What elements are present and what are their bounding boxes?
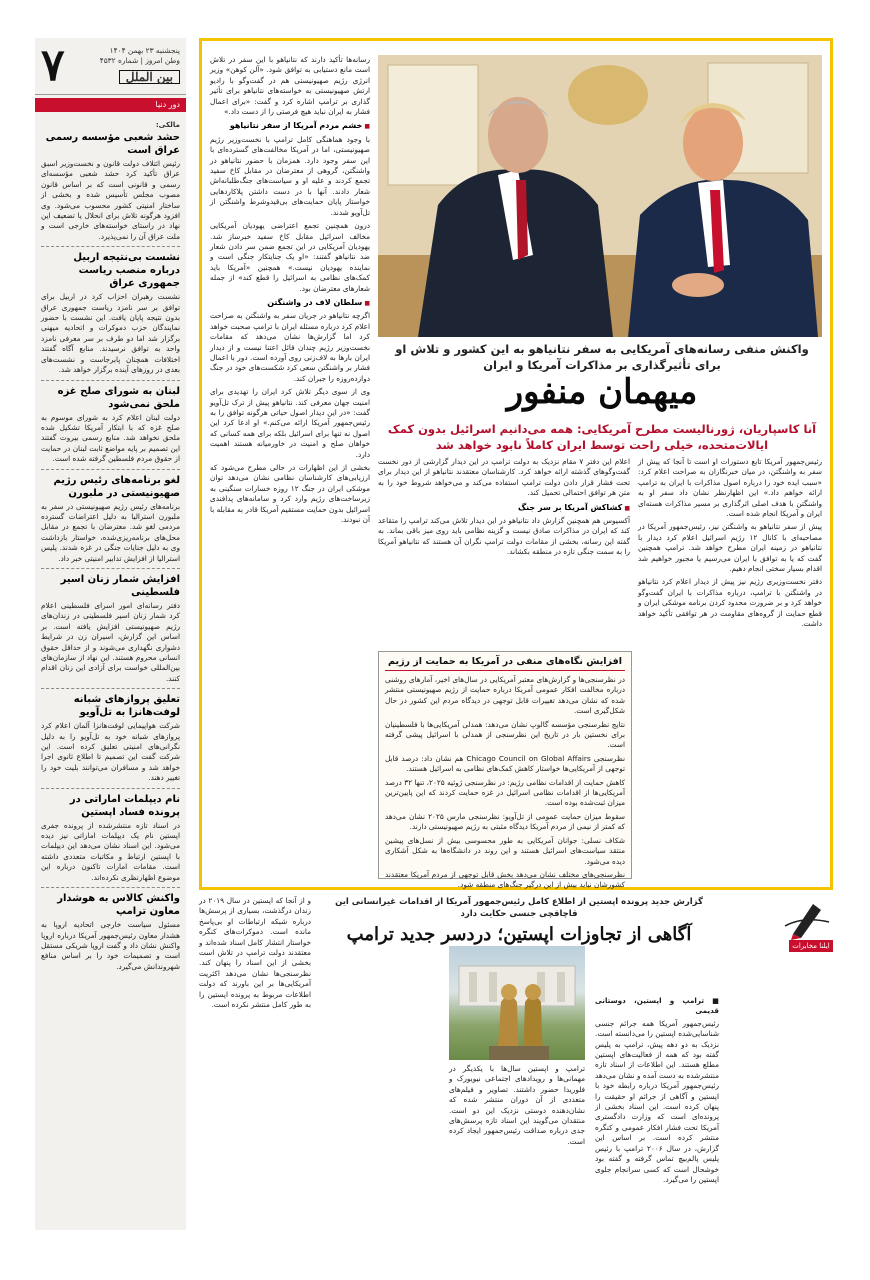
news-headline: لغو برنامه‌های رئیس رژیم صهیونیستی در ملبورن: [53, 474, 180, 499]
paragraph: بخشی از این اظهارات در حالی مطرح می‌شود که ارزیابی‌های کارشناسان نظامی نشان می‌دهد توان موشکی ایران در جنگ ۱۲ روزه خسارات سنگینی به زیرساخت‌های رژیم وارد کرد و سامانه‌های پدافندی اسرائیل بدون حمایت مستقیم آمریکا قادر به مقابله با آن نبودند.: [210, 463, 370, 525]
paragraph: رئیس‌جمهور آمریکا تابع دستورات او است تا آنجا که پیش از سفر به واشنگتن، در میان خبرنگاران به صراحت اعلام کرد: «سبب ایده خود را درباره اصول مذاکرات با ایران به ترامپ ارائه خواهم داد.» این اظهارنظر نشان داد سفر او به واشنگتن با هدف اصلی اثرگذاری بر مسیر مذاکرات هسته‌ای ایران و آمریکا انجام شده است.: [638, 457, 822, 519]
news-headline: نشست بی‌نتیجه اربیل درباره منصب ریاست جمهوری عراق: [73, 252, 180, 290]
sidebar: [35, 38, 186, 1230]
bottom-column-middle: [449, 1064, 585, 1230]
news-headline: افزایش شمار زنان اسیر فلسطینی: [60, 573, 180, 598]
paragraph: و از آنجا که اپستین در سال ۲۰۱۹ در زندان درگذشت، بسیاری از پرسش‌ها درباره شبکه ارتباطات او بی‌پاسخ مانده است. دموکرات‌های کنگره خواستار انتشار کامل اسناد شده‌اند و معتقدند دولت ترامپ در تلاش است بخشی از این اسناد را پنهان کند. نظرسنجی‌ها نشان می‌دهد اکثریت آمریکایی‌ها بر این باورند که دولت اطلاعات مربوط به پرونده اپستین را به طور کامل منتشر نکرده است.: [199, 896, 311, 1010]
bottom-body-area: [319, 946, 719, 1230]
news-body: در اسناد تازه منتشرشده از پرونده جفری اپستین نام یک دیپلمات اماراتی نیز دیده می‌شود. این اسناد نشان می‌دهد این دیپلمات با اپستین ارتباط و مکاتبات متعددی داشته است. مقامات امارات تاکنون درباره این موضوع اظهارنظری نکرده‌اند.: [41, 820, 180, 882]
feature-body-column-1: [638, 457, 822, 877]
news-divider: [41, 469, 180, 470]
statue-illustration: [449, 946, 585, 1060]
subheading: ■ کشاکش آمریکا بر سر جنگ: [378, 503, 630, 514]
issue-info: وطن امروز | شماره ۴۵۳۲: [99, 56, 180, 65]
news-divider: [41, 688, 180, 689]
news-headline: واکنش کالاس به هوشدار معاون ترامپ: [57, 893, 180, 918]
paragraph: کاهش حمایت از اقدامات نظامی رژیم: در نظرسنجی ژوئیه ۲۰۲۵، تنها ۳۲ درصد آمریکایی‌ها از اقدامات نظامی اسرائیل در غزه حمایت کردند که این پایین‌ترین میزان ثبت‌شده بوده است.: [385, 777, 625, 808]
paragraph: وی از سوی دیگر تلاش کرد ایران را تهدیدی برای امنیت جهان معرفی کند. نتانیاهو پیش از ترک تل‌آویو گفت: «در این دیدار اصول حیاتی هرگونه توافق را به رئیس‌جمهور آمریکا ارائه می‌کنم.» او ادعا کرد این اصول نه تنها برای اسرائیل بلکه برای همه کسانی که خواهان صلح و امنیت در خاورمیانه هستند اهمیت دارد.: [210, 387, 370, 459]
news-body: رئیس ائتلاف دولت قانون و نخست‌وزیر اسبق عراق تأکید کرد حشد شعبی مؤسسه‌ای رسمی و قانونی است که بر اساس قانون مصوب مجلس تأسیس شده و بخشی از ساختار امنیتی کشور محسوب می‌شود. وی افزود هرگونه تلاش برای انحلال یا تضعیف این نهاد در راستای خواسته‌های خارجی است و ملت عراق آن را نمی‌پذیرد.: [41, 159, 180, 241]
bottom-headline: آگاهی از تجاوزات اپستین؛ دردسر جدید ترامپ: [346, 924, 692, 945]
news-divider: [41, 246, 180, 247]
paragraph: آکسیوس هم همچنین گزارش داد نتانیاهو در این دیدار تلاش می‌کند ترامپ را متقاعد کند که ایران در مذاکرات صادق نیست و گزینه نظامی باید روی میز باقی بماند. به گفته این رسانه، بخشی از مقامات دولت ترامپ نگران آن هستند که نتانیاهو آمریکا را به سمت جنگی تازه در منطقه بکشاند.: [378, 516, 630, 557]
paragraph: شکاف نسلی: جوانان آمریکایی به طور محسوسی بیش از نسل‌های پیشین منتقد سیاست‌های اسرائیل هستند و این روند در دانشگاه‌ها به شکل آشکاری دیده می‌شود.: [385, 835, 625, 866]
paragraph: رسانه‌ها تأکید دارند که نتانیاهو با این سفر در تلاش است مانع دستیابی به توافق شود. «آلن کوهن» وزیر انرژی رژیم صهیونیستی هم در گفت‌وگو با رادیو ارتش صهیونیستی به خواسته‌های نتانیاهو برای تأثیر گذاری بر ترامپ اشاره کرد و گفت: «برای اعمال فشار به ایران نباید هیچ فرصتی را از دست داد.»: [210, 55, 370, 117]
note-tag: ایلنا مخابرات: [789, 940, 833, 952]
photo-caption: ■ ترامپ و اپستین، دوستانی قدیمی: [595, 996, 719, 1016]
paragraph: رئیس‌جمهور آمریکا همه جرائم جنسی شناسایی‌شده اپستین را می‌دانسته است. نزدیک به دو دهه پیش، ترامپ به پلیس گفته بود که همه از فعالیت‌های اپستین مطلع هستند. این اطلاعات از اسناد تازه منتشرشده به دست آمده و نشان می‌دهد رئیس‌جمهور آمریکا درباره رابطه خود با اپستین و آگاهی از جرائم او حقیقت را پنهان کرده است. این اسناد بخشی از پرونده‌ای است که وزارت دادگستری آمریکا تحت فشار افکار عمومی و کنگره منتشر کرده است. بر اساس این گزارش، در سال ۲۰۰۶ ترامپ با رئیس پلیس پالم‌بیچ تماس گرفته و گفته بود خوشحال است که کسی سرانجام جلوی اپستین را می‌گیرد.: [595, 1018, 719, 1184]
issue-number: شماره ۴۵۳۲: [99, 56, 139, 65]
sidebar-rubric: دور دنیا: [35, 98, 186, 112]
paragraph: نظرسنجی Chicago Council on Global Affairs هم نشان داد: درصد قابل توجهی از آمریکایی‌ها خواستار کاهش کمک‌های نظامی به اسرائیل هستند.: [385, 753, 625, 774]
paragraph: اعلام این دفتر ۷ مقام نزدیک به دولت ترامپ در این دیدار گزارشی از دور نخست گفت‌وگوهای گذشته ارائه خواهد کرد. کارشناسان معتقدند نتانیاهو از این دیدار برای تحت فشار قرار دادن دولت ترامپ استفاده می‌کند و می‌خواهد شروط خود را به متن هر توافق احتمالی تحمیل کند.: [378, 457, 630, 498]
news-divider: [41, 380, 180, 381]
news-headline: تعلیق پروازهای شبانه لوفت‌هانزا به تل‌آویو: [73, 694, 180, 719]
sidebar-news-list: [41, 116, 180, 1226]
feature-headline: میهمان منفور: [506, 372, 698, 412]
feature-subhead: آنا کاسپاریان، ژورنالیست مطرح آمریکایی: همه می‌دانیم اسرائیل بدون کمک ایالات‌متحده، خیلی راحت توسط ایران کاملاً نابود خواهد شد: [387, 422, 817, 452]
paragraph: درون همچنین تجمع اعتراضی یهودیان آمریکایی مخالف اسرائیل مقابل کاخ سفید خبرساز شد. یهودیان آمریکایی در این تجمع ضمن سر دادن شعار ضد نتانیاهو گفتند: «او یک جنایتکار جنگی است و نماینده یهودیان نیست.» همچنین «آمریکا باید کمک‌های نظامی به اسرائیل را قطع کند» از جمله شعارهای معترضان بود.: [210, 221, 370, 293]
feature-left-column: [210, 55, 370, 877]
sidebar-box: [378, 651, 632, 890]
masthead: [35, 38, 186, 95]
feature-kicker: واکنش منفی رسانه‌های آمریکایی به سفر نتانیاهو به این کشور و تلاش او برای تأثیرگذاری بر مذاکرات آمریکا و ایران: [395, 342, 809, 372]
bottom-photo: [449, 946, 585, 1060]
paragraph: دفتر نخست‌وزیری رژیم نیز پیش از دیدار اعلام کرد نتانیاهو در واشنگتن با ترامپ، درباره مذاکرات با ایران گفت‌وگو خواهد کرد و بر ضرورت محدود کردن برنامه موشکی ایران و قطع حمایت از گروه‌های مقاومت در هر توافقی تأکید خواهد داشت.: [638, 577, 822, 629]
news-headline: حشد شعبی مؤسسه رسمی عراق است: [45, 132, 180, 156]
box-body: [379, 675, 631, 891]
paragraph: نتایج نظرسنجی مؤسسه گالوپ نشان می‌دهد: همدلی آمریکایی‌ها با فلسطینیان برای نخستین بار در تاریخ این نظرسنجی از همدلی با اسرائیل پیشی گرفته است.: [385, 719, 625, 750]
news-body: نشست رهبران احزاب کرد در اربیل برای توافق بر سر نامزد ریاست جمهوری عراق بدون نتیجه پایان یافت. این نشست با حضور نمایندگان حزب دموکرات و اتحادیه میهنی برگزار شد اما دو طرف بر سر معرفی نامزد واحد به توافق نرسیدند. منابع آگاه گفتند اختلافات همچنان پابرجاست و نشست‌های بعدی در روزهای آینده برگزار خواهد شد.: [41, 292, 180, 375]
section-label: وطن امروز: [145, 56, 180, 65]
news-headline: لبنان به شورای صلح غزه ملحق نمی‌شود: [57, 385, 180, 410]
bottom-column-left: [199, 896, 311, 1230]
paragraph: ترامپ و اپستین سال‌ها با یکدیگر در مهمانی‌ها و رویدادهای اجتماعی نیویورک و فلوریدا حضور داشتند. تصاویر و فیلم‌های متعددی از آن دوران منتشر شده که نشان‌دهنده دوستی نزدیک این دو است. منتقدان می‌گویند این اسناد تازه پرسش‌های جدی درباره صداقت رئیس‌جمهور ایجاد کرده است.: [449, 1064, 585, 1146]
subheading: ■ خشم مردم آمریکا از سفر نتانیاهو: [210, 121, 370, 132]
news-divider: [41, 568, 180, 569]
date-block: [76, 46, 180, 84]
feature-body-column-2: [378, 457, 630, 647]
paragraph: اگرچه نتانیاهو در جریان سفر به واشنگتن به صراحت اعلام کرد درباره مسئله ایران با ترامپ صحبت خواهد کرد اما گزارش‌ها نشان می‌دهد که مقامات نخست‌وزیر رژیم چندان قائل اعتنا نیست و از دیدار ایران بارها به لاف‌زنی روی آورده است. دور با اعمال فشار بر واشنگتن سعی کرد شکست‌های خود در جنگ دوازده‌روزه را جبران کند.: [210, 311, 370, 383]
subheading: ■ سلطان لاف در واشنگتن: [210, 298, 370, 309]
news-divider: [41, 887, 180, 888]
page-number: ۷: [41, 40, 65, 91]
news-body: شرکت هواپیمایی لوفت‌هانزا آلمان اعلام کرد پروازهای شبانه خود به تل‌آویو را به دلیل نگرانی‌های امنیتی تعلیق کرده است. این شرکت گفت این تصمیم تا اطلاع ثانوی اجرا خواهد شد و مسافران می‌توانند بلیت خود را تغییر دهند.: [41, 721, 180, 783]
news-body: مسئول سیاست خارجی اتحادیه اروپا به هشدار معاون رئیس‌جمهور آمریکا درباره اروپا واکنش نشان داد و گفت اروپا شریکی مستقل است و تصمیمات خود را بر اساس منافع شهروندانش می‌گیرد.: [41, 920, 180, 971]
feature-article: [199, 38, 833, 890]
paragraph: سقوط میزان حمایت عمومی از تل‌آویو: نظرسنجی مارس ۲۰۲۵ نشان می‌دهد که کمتر از نیمی از مردم آمریکا دیدگاه مثبتی به رژیم صهیونیستی دارند.: [385, 811, 625, 832]
news-kicker: مالکی:: [155, 120, 180, 129]
paragraph: پیش از سفر نتانیاهو به واشنگتن نیز، رئیس‌جمهور آمریکا در مصاحبه‌ای با کانال ۱۲ رژیم اسرائیل اعلام کرد دیدار با نتانیاهو در زمینه ایران مطرح خواهد شد. ترامپ همچنین گفت که یا به توافق با ایران می‌رسیم یا مجبور خواهیم شد اقدام بسیار سختی انجام دهیم.: [638, 522, 822, 574]
paragraph: با وجود هماهنگی کامل ترامپ با نخست‌وزیر رژیم صهیونیستی، اما در آمریکا مخالفت‌های گسترده‌ای با این سفر وجود دارد. همزمان با حضور نتانیاهو در واشنگتن، گروهی از معترضان در مقابل کاخ سفید تجمع کردند و علیه او و سیاست‌های جنگ‌طلبانه‌اش شعار دادند. آنها با در دست داشتن پلاکاردهایی خواستار پایان حمایت‌های بی‌قیدوشرط واشنگتن از تل‌آویو شدند.: [210, 134, 370, 217]
box-title: افزایش نگاه‌های منفی در آمریکا به حمایت از رژیم: [385, 656, 625, 671]
news-body: دولت لبنان اعلام کرد به شورای موسوم به صلح غزه که با ابتکار آمریکا تشکیل شده ملحق نخواهد شد. منابع رسمی بیروت گفتند این تصمیم بر پایه مواضع ثابت لبنان در حمایت از حقوق مردم فلسطین گرفته شده است.: [41, 412, 180, 464]
feature-photo: [378, 55, 822, 337]
bottom-column-right: [595, 996, 719, 1280]
news-body: برنامه‌های رئیس رژیم صهیونیستی در سفر به ملبورن استرالیا به دلیل اعتراضات گسترده مردمی لغو شد. معترضان با تجمع در مقابل محل‌های برنامه‌ریزی‌شده، خواستار بازداشت وی به دلیل جنایات جنگی در غزه شدند. پلیس استرالیا از افزایش تدابیر امنیتی خبر داد.: [41, 501, 180, 563]
paragraph: در نظرسنجی‌ها و گزارش‌های معتبر آمریکایی در سال‌های اخیر، آمارهای روشنی درباره مخالفت افکار عمومی آمریکا درباره حمایت از رژیم صهیونیستی منتشر شده که نشان می‌دهد تغییرات قابل توجهی در دیدگاه مردم این کشور در حال شکل‌گیری است.: [385, 675, 625, 716]
issue-date: پنجشنبه ۲۳ بهمن ۱۴۰۴: [109, 46, 180, 55]
photo-illustration: [378, 55, 822, 337]
bottom-article: [199, 896, 833, 1230]
paragraph: نظرسنجی‌های مختلف نشان می‌دهد بخش قابل توجهی از مردم آمریکا معتقدند کشورشان نباید بیش از این درگیر جنگ‌های منطقه شود.: [385, 869, 625, 890]
news-divider: [41, 788, 180, 789]
news-body: دفتر رسانه‌ای امور اسرای فلسطینی اعلام کرد شمار زنان اسیر فلسطینی در زندان‌های رژیم صهیونیستی افزایش یافته است. بر اساس این گزارش، اسیران زن در شرایط دشواری نگهداری می‌شوند و از حداقل حقوق انسانی محروم هستند. این نهاد از سازمان‌های بین‌المللی خواست برای آزادی این زنان اقدام کنند.: [41, 600, 180, 683]
section-logo: بین الملل: [119, 70, 180, 84]
bottom-kicker: گزارش جدید پرونده اپستین از اطلاع کامل رئیس‌جمهور آمریکا از اقدامات غیرانسانی این قاچاقچی جنسی حکایت دارد: [335, 897, 703, 919]
news-headline: نام دیپلمات اماراتی در پرونده فساد اپستین: [69, 793, 180, 818]
